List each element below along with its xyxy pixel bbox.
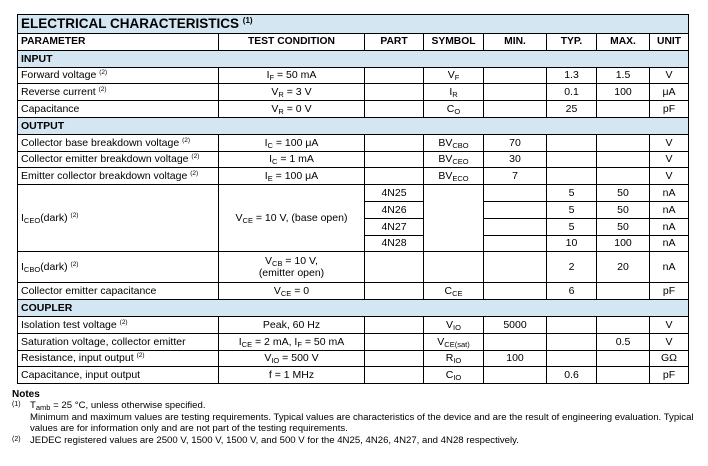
- unit-cell: V: [650, 151, 689, 168]
- typ-cell: [547, 151, 597, 168]
- param-text: Capacitance, input output: [21, 369, 141, 382]
- param-cell: [18, 67, 219, 84]
- note-ref: (2): [136, 352, 145, 360]
- electrical-characteristics-table: [17, 14, 689, 384]
- note-ref: (2): [190, 170, 199, 178]
- note-1: [12, 400, 702, 434]
- symbol-cell: $I_R$: [424, 84, 484, 101]
- header-symbol: SYMBOL: [424, 34, 484, 51]
- part-cell: [365, 134, 424, 151]
- typ-cell: [547, 316, 597, 333]
- test-condition-cell-iceo: $V_{CE} = 10$ V, (base open): [219, 185, 365, 252]
- notes-section: [12, 389, 702, 446]
- max-cell: [597, 168, 650, 185]
- part-cell: [365, 252, 424, 283]
- min-cell: [484, 67, 547, 84]
- max-cell: 100: [597, 235, 650, 252]
- min-cell: 5000: [484, 316, 547, 333]
- table-row: [18, 252, 689, 283]
- test-condition-cell: $V_{CB} = 10$ V, (emitter open): [219, 252, 365, 283]
- header-unit: UNIT: [650, 34, 689, 51]
- param-text: Emitter collector breakdown voltage: [21, 170, 188, 183]
- typ-cell: 5: [547, 218, 597, 235]
- max-cell: 0.5: [597, 333, 650, 350]
- unit-cell: pF: [650, 283, 689, 300]
- param-cell: [18, 316, 219, 333]
- test-condition-cell: $I_C = 1$ mA: [219, 151, 365, 168]
- param-text: Collector emitter breakdown voltage: [21, 153, 189, 166]
- table-row: [18, 316, 689, 333]
- typ-cell: [547, 168, 597, 185]
- symbol-cell: $V_F$: [424, 67, 484, 84]
- min-cell: [484, 283, 547, 300]
- unit-cell: nA: [650, 252, 689, 283]
- note-ref: (2): [99, 69, 108, 77]
- unit-cell: GΩ: [650, 350, 689, 367]
- section-input-label: INPUT: [18, 50, 689, 67]
- min-cell: 30: [484, 151, 547, 168]
- min-cell: [484, 235, 547, 252]
- max-cell: [597, 134, 650, 151]
- test-condition-cell: $V_R = 0$ V: [219, 101, 365, 118]
- table-title: [18, 15, 689, 34]
- unit-cell: pF: [650, 367, 689, 384]
- test-condition-cell: $I_F = 50$ mA: [219, 67, 365, 84]
- table-row: [18, 101, 689, 118]
- max-cell: [597, 101, 650, 118]
- symbol-cell: $V_{IO}$: [424, 316, 484, 333]
- table-row: [18, 350, 689, 367]
- unit-cell: V: [650, 168, 689, 185]
- electrical-characteristics-sheet: [17, 14, 688, 384]
- param-text: Forward voltage: [21, 69, 97, 82]
- note-ref: (2): [98, 86, 107, 94]
- typ-cell: [547, 134, 597, 151]
- test-condition-cell: $V_R = 3$ V: [219, 84, 365, 101]
- unit-cell: V: [650, 333, 689, 350]
- part-cell: [365, 350, 424, 367]
- min-cell: 7: [484, 168, 547, 185]
- unit-cell: nA: [650, 201, 689, 218]
- header-test-condition: TEST CONDITION: [219, 34, 365, 51]
- min-cell: [484, 252, 547, 283]
- part-cell: [365, 316, 424, 333]
- min-cell: [484, 185, 547, 202]
- note-2-text: JEDEC registered values are 2500 V, 1500 V, 1500 V, and 500 V for the 4N25, 4N26, 4N27, and 4N28 respectively.: [30, 434, 519, 446]
- note-2: [12, 435, 702, 446]
- part-cell: 4N26: [365, 201, 424, 218]
- param-text: Capacitance: [21, 103, 80, 116]
- note-ref: (2): [182, 136, 191, 144]
- table-row: [18, 151, 689, 168]
- table-row: [18, 283, 689, 300]
- max-cell: 20: [597, 252, 650, 283]
- note-1-line-1: $T_{amb} = 25$ °C, unless otherwise specified.: [30, 400, 206, 413]
- section-row-output: [18, 117, 689, 134]
- table-row: [18, 84, 689, 101]
- section-coupler-label: COUPLER: [18, 300, 689, 317]
- symbol-cell: $V_{CE(sat)}$: [424, 333, 484, 350]
- min-cell: 100: [484, 350, 547, 367]
- part-cell: 4N25: [365, 185, 424, 202]
- typ-cell: [547, 333, 597, 350]
- part-cell: [365, 101, 424, 118]
- table-row: [18, 367, 689, 384]
- typ-cell: [547, 350, 597, 367]
- min-cell: [484, 218, 547, 235]
- test-condition-cell: $V_{IO} = 500$ V: [219, 350, 365, 367]
- symbol-cell-iceo: [424, 185, 484, 252]
- unit-cell: V: [650, 316, 689, 333]
- param-cell: [18, 283, 219, 300]
- min-cell: [484, 84, 547, 101]
- symbol-cell: $BV_{CBO}$: [424, 134, 484, 151]
- min-cell: [484, 367, 547, 384]
- part-cell: [365, 367, 424, 384]
- table-title-row: [18, 15, 689, 34]
- part-cell: [365, 84, 424, 101]
- title-note-ref: (1): [242, 16, 253, 25]
- table-row: [18, 185, 689, 202]
- param-text: Resistance, input output: [21, 352, 134, 365]
- min-cell: [484, 101, 547, 118]
- table-row: [18, 333, 689, 350]
- max-cell: [597, 350, 650, 367]
- max-cell: [597, 151, 650, 168]
- typ-cell: 25: [547, 101, 597, 118]
- notes-heading: Notes: [12, 389, 40, 400]
- param-text: Isolation test voltage: [21, 318, 117, 331]
- param-cell: [18, 168, 219, 185]
- part-cell: 4N28: [365, 235, 424, 252]
- max-cell: 50: [597, 201, 650, 218]
- symbol-cell: $C_O$: [424, 101, 484, 118]
- unit-cell: nA: [650, 235, 689, 252]
- header-typ: TYP.: [547, 34, 597, 51]
- typ-cell: 1.3: [547, 67, 597, 84]
- unit-cell: V: [650, 67, 689, 84]
- note-1-mark: (1): [12, 401, 21, 409]
- part-cell: [365, 168, 424, 185]
- typ-cell: 5: [547, 185, 597, 202]
- typ-cell: 6: [547, 283, 597, 300]
- part-cell: 4N27: [365, 218, 424, 235]
- unit-cell: nA: [650, 185, 689, 202]
- unit-cell: μA: [650, 84, 689, 101]
- param-cell: [18, 134, 219, 151]
- typ-cell: 10: [547, 235, 597, 252]
- header-part: PART: [365, 34, 424, 51]
- section-row-coupler: [18, 300, 689, 317]
- param-text: Reverse current: [21, 86, 96, 99]
- test-condition-cell: $I_C = 100$ μA: [219, 134, 365, 151]
- param-text: Saturation voltage, collector emitter: [21, 335, 186, 348]
- symbol-cell: $C_{CE}$: [424, 283, 484, 300]
- table-title-text: ELECTRICAL CHARACTERISTICS: [21, 16, 240, 31]
- max-cell: [597, 316, 650, 333]
- section-row-input: [18, 50, 689, 67]
- typ-cell: 5: [547, 201, 597, 218]
- symbol-cell: [424, 252, 484, 283]
- param-text: Collector emitter capacitance: [21, 285, 157, 298]
- param-cell: $I_{CBO}(dark)$ $^{(2)}$: [18, 252, 219, 283]
- unit-cell: nA: [650, 218, 689, 235]
- test-condition-cell: Peak, 60 Hz: [219, 316, 365, 333]
- note-ref: (2): [191, 153, 200, 161]
- table-row: [18, 168, 689, 185]
- header-max: MAX.: [597, 34, 650, 51]
- part-cell: [365, 333, 424, 350]
- param-cell: [18, 84, 219, 101]
- test-condition-cell: $I_{CE} = 2$ mA, $I_F = 50$ mA: [219, 333, 365, 350]
- param-cell: [18, 101, 219, 118]
- part-cell: [365, 67, 424, 84]
- min-cell: [484, 333, 547, 350]
- typ-cell: 0.6: [547, 367, 597, 384]
- param-cell: [18, 367, 219, 384]
- max-cell: 1.5: [597, 67, 650, 84]
- symbol-cell: $R_{IO}$: [424, 350, 484, 367]
- param-cell: [18, 333, 219, 350]
- test-condition-cell: $V_{CE} = 0$: [219, 283, 365, 300]
- section-output-label: OUTPUT: [18, 117, 689, 134]
- table-row: [18, 134, 689, 151]
- max-cell: [597, 283, 650, 300]
- param-text: Collector base breakdown voltage: [21, 136, 180, 149]
- note-ref: (2): [119, 318, 128, 326]
- param-cell-iceo: $I_{CEO}(dark)$ $^{(2)}$: [18, 185, 219, 252]
- symbol-cell: $BV_{ECO}$: [424, 168, 484, 185]
- min-cell: 70: [484, 134, 547, 151]
- test-condition-cell: $I_E = 100$ μA: [219, 168, 365, 185]
- header-row: [18, 34, 689, 51]
- max-cell: 50: [597, 218, 650, 235]
- symbol-cell: $C_{IO}$: [424, 367, 484, 384]
- symbol-cell: $BV_{CEO}$: [424, 151, 484, 168]
- typ-cell: 0.1: [547, 84, 597, 101]
- note-ref: (2): [70, 212, 79, 220]
- max-cell: [597, 367, 650, 384]
- test-condition-cell: f = 1 MHz: [219, 367, 365, 384]
- note-ref: (2): [70, 261, 79, 269]
- typ-cell: 2: [547, 252, 597, 283]
- header-parameter: PARAMETER: [18, 34, 219, 51]
- note-1-text: Minimum and maximum values are testing requirements. Typical values are characteristics of the device and are the result of engineering evaluation. Typical values are for information only and are not part of the testing requirements.: [30, 411, 694, 435]
- max-cell: 50: [597, 185, 650, 202]
- table-row: [18, 67, 689, 84]
- param-cell: [18, 350, 219, 367]
- max-cell: 100: [597, 84, 650, 101]
- min-cell: [484, 201, 547, 218]
- unit-cell: pF: [650, 101, 689, 118]
- unit-cell: V: [650, 134, 689, 151]
- part-cell: [365, 151, 424, 168]
- part-cell: [365, 283, 424, 300]
- note-2-mark: (2): [12, 435, 21, 443]
- header-min: MIN.: [484, 34, 547, 51]
- param-cell: [18, 151, 219, 168]
